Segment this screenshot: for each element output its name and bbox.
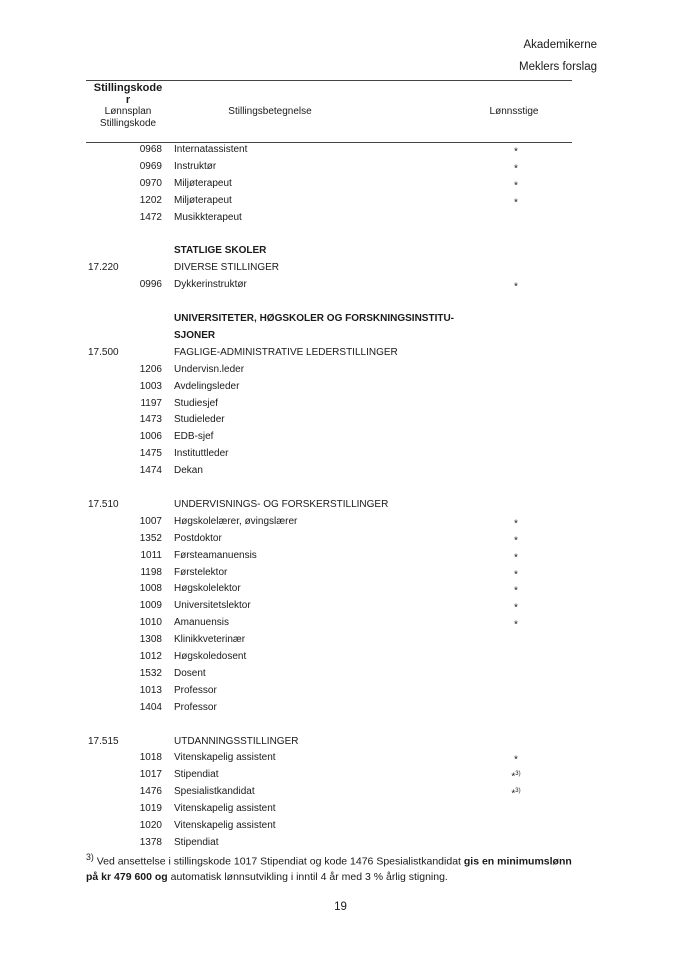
position-code-cell: 1020 (139, 820, 162, 831)
position-title-cell: Studieleder (174, 414, 225, 426)
column-header-ladder: Lønnsstige (489, 106, 539, 117)
footnote-bold-text: gis en minimumslønn på kr 479 600 og (86, 855, 572, 883)
position-code-cell: 0968 (139, 144, 162, 155)
ladder-asterisk: * (514, 518, 518, 530)
ladder-asterisk: * (514, 585, 518, 597)
table-row (0, 800, 681, 817)
ladder-asterisk: * (514, 568, 518, 580)
position-title-cell: Miljøterapeut (174, 177, 232, 189)
position-title-cell: Høgskolelektor (174, 583, 241, 595)
position-code-cell: 1352 (139, 532, 162, 544)
position-title-cell: Førstelektor (174, 566, 228, 578)
position-title-cell: Professor (174, 684, 217, 696)
ladder-asterisk: * (514, 197, 518, 209)
position-title-cell: Universitetslektor (174, 600, 251, 612)
position-title-cell: Professor (174, 701, 217, 713)
position-title-cell: Stipendiat (174, 769, 219, 781)
position-title-cell: SJONER (174, 329, 216, 341)
position-title-cell: Miljøterapeut (174, 194, 232, 206)
position-code-cell: 1007 (139, 515, 162, 527)
position-title-cell: Stipendiat (174, 836, 219, 848)
ladder-asterisk: * (511, 771, 516, 783)
position-title-cell: FAGLIGE-ADMINISTRATIVE LEDERSTILLINGER (174, 346, 398, 358)
table-row (0, 259, 681, 276)
position-code-cell: 1009 (139, 600, 162, 612)
organization-name: Akademikerne (523, 39, 597, 51)
position-title-cell: DIVERSE STILLINGER (174, 262, 280, 274)
table-row (0, 631, 681, 648)
position-code-cell: 1202 (139, 194, 162, 206)
position-code-cell: 0969 (139, 160, 162, 172)
table-row (0, 547, 681, 564)
ladder-asterisk: * (514, 754, 518, 766)
pay-plan-cell: 17.510 (88, 498, 119, 510)
position-title-cell: UNIVERSITETER, HØGSKOLER OG FORSKNINGSINSTITU- (174, 313, 455, 324)
column-header-code-line1: Stillingskode (93, 82, 163, 94)
table-row (0, 395, 681, 412)
position-title-cell: Dykkerinstruktør (174, 279, 247, 291)
table-row (0, 716, 681, 733)
table-row (0, 699, 681, 716)
position-title-cell: Vitenskapelig assistent (174, 803, 276, 815)
table-row (0, 682, 681, 699)
position-code-cell: 1308 (139, 634, 162, 646)
table-row (0, 834, 681, 851)
table-row (0, 648, 681, 665)
position-code-cell: 1473 (139, 414, 162, 426)
position-title-cell: Dosent (174, 667, 206, 679)
footnote-text-b: automatisk lønnsutvikling i inntil 4 år med 3 % årlig stigning. (167, 870, 448, 883)
table-row (0, 327, 681, 344)
position-title-cell: Førsteamanuensis (174, 549, 257, 561)
table-row (0, 766, 681, 783)
position-code-cell: 1404 (139, 701, 162, 713)
ladder-asterisk: * (514, 180, 518, 192)
position-title-cell: Musikkterapeut (174, 211, 242, 223)
table-row (0, 158, 681, 175)
footnote-reference: 3) (515, 771, 521, 778)
position-code-cell: 1011 (140, 549, 162, 561)
table-row (0, 496, 681, 513)
position-title-cell: Avdelingsleder (174, 380, 240, 392)
column-header-code-line3: Lønnsplan (104, 106, 152, 117)
position-title-cell: Spesialistkandidat (174, 786, 255, 798)
ladder-asterisk: * (514, 551, 518, 563)
footnote (86, 850, 576, 885)
position-code-cell: 0970 (139, 177, 162, 189)
position-code-cell: 1378 (139, 836, 162, 848)
table-row (0, 665, 681, 682)
table-row (0, 192, 681, 209)
table-row (0, 597, 681, 614)
table-row (0, 817, 681, 834)
position-code-cell: 1019 (139, 803, 162, 815)
position-code-cell: 1206 (139, 363, 162, 375)
column-header-title: Stillingsbetegnelse (228, 106, 312, 117)
position-title-cell: Høgskolelærer, øvingslærer (174, 515, 298, 527)
page-number: 19 (334, 901, 347, 913)
column-header-code-line2: r (125, 94, 131, 106)
table-row (0, 530, 681, 547)
pay-plan-cell: 17.220 (88, 262, 119, 274)
position-code-cell: 1017 (139, 769, 162, 781)
position-code-cell: 1010 (139, 617, 162, 629)
footnote-text-a: Ved ansettelse i stillingskode 1017 Stipendiat og kode 1476 Spesialistkandidat (93, 855, 464, 868)
table-row (0, 428, 681, 445)
table-row (0, 411, 681, 428)
position-code-cell: 1532 (139, 667, 162, 679)
position-code-cell: 1472 (139, 211, 162, 223)
ladder-asterisk: * (514, 281, 518, 293)
position-code-cell: 1012 (139, 651, 162, 662)
position-title-cell: Undervisn.leder (174, 363, 245, 375)
position-title-cell: Høgskoledosent (174, 651, 247, 662)
position-title-cell: STATLIGE SKOLER (174, 245, 267, 257)
table-row (0, 749, 681, 766)
position-code-cell: 1006 (139, 431, 162, 443)
position-code-cell: 1018 (139, 752, 162, 764)
pay-plan-cell: 17.500 (88, 346, 119, 358)
position-code-cell: 1197 (140, 397, 162, 409)
table-row (0, 513, 681, 530)
table-row (0, 378, 681, 395)
position-title-cell: Dekan (174, 465, 203, 477)
table-row (0, 462, 681, 479)
table-row (0, 580, 681, 597)
position-code-cell: 1198 (140, 566, 162, 578)
position-title-cell: Instruktør (174, 160, 217, 172)
position-title-cell: Klinikkveterinær (174, 634, 246, 646)
table-row (0, 242, 681, 259)
position-code-cell: 1474 (139, 465, 162, 477)
position-title-cell: Postdoktor (174, 532, 222, 544)
footnote-marker: 3) (86, 852, 94, 862)
table-row (0, 564, 681, 581)
position-code-cell: 0996 (139, 279, 162, 291)
position-title-cell: Amanuensis (174, 617, 230, 629)
table-row (0, 209, 681, 226)
position-title-cell: Internatassistent (174, 144, 248, 155)
document-subtitle: Meklers forslag (519, 61, 597, 73)
position-code-cell: 1013 (139, 684, 162, 696)
position-code-cell: 1008 (139, 583, 162, 595)
table-row (0, 344, 681, 361)
table-row (0, 733, 681, 750)
table-row (0, 614, 681, 631)
table-row (0, 175, 681, 192)
table-row (0, 479, 681, 496)
position-code-cell: 1003 (139, 380, 162, 392)
position-title-cell: UNDERVISNINGS- OG FORSKERSTILLINGER (174, 498, 389, 510)
ladder-asterisk: * (511, 788, 516, 800)
ladder-asterisk: * (514, 535, 518, 547)
position-code-cell: 1475 (139, 448, 162, 460)
ladder-asterisk: * (514, 146, 518, 158)
position-title-cell: Vitenskapelig assistent (174, 820, 276, 831)
position-title-cell: UTDANNINGSSTILLINGER (174, 735, 299, 747)
table-row (0, 293, 681, 310)
position-title-cell: Studiesjef (174, 397, 218, 409)
table-row (0, 361, 681, 378)
table-row (0, 310, 681, 327)
position-title-cell: Vitenskapelig assistent (174, 752, 276, 764)
table-row (0, 226, 681, 243)
table-row (0, 445, 681, 462)
table-row (0, 276, 681, 293)
position-code-cell: 1476 (139, 786, 162, 798)
table-row (0, 141, 681, 158)
ladder-asterisk: * (514, 163, 518, 175)
ladder-asterisk: * (514, 619, 518, 631)
pay-plan-cell: 17.515 (88, 735, 119, 747)
position-title-cell: EDB-sjef (174, 431, 214, 443)
column-header-code-line4: Stillingskode (99, 118, 157, 129)
position-title-cell: Instituttleder (174, 448, 229, 460)
footnote-reference: 3) (515, 788, 521, 795)
table-row (0, 783, 681, 800)
ladder-asterisk: * (514, 602, 518, 614)
